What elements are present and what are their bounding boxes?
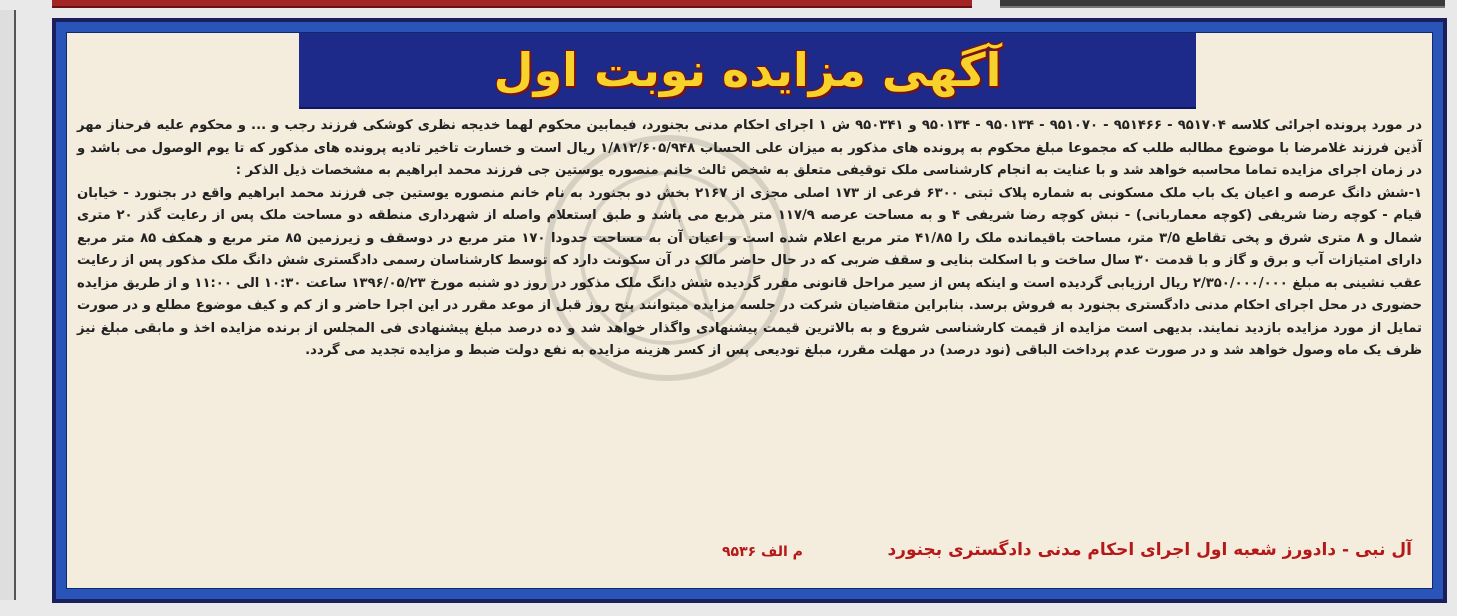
page-edge [0,10,16,600]
auction-ad-paper [66,32,1433,589]
ad-paragraph-intro: در مورد پرونده اجرائی کلاسه ۹۵۱۷۰۴ - ۹۵۱۴۶۶ - ۹۵۱۰۷۰ - ۹۵۰۱۳۴ - ۹۵۰۱۳۴ و ۹۵۰۳۴۱ ش ۱ اجرای احکام مدنی بجنورد، فیمابین محکوم لهما خدیجه نظری کوشکی فرزند رجب و ... و محکوم علیه فرحناز مهر آذین فرزند غلامرضا با موضوع مطالبه طلب که مجموعا مبلغ محکوم به پرونده های مذکور به میزان علی الحساب ۱/۸۱۲/۶۰۵/۹۴۸ ریال است و خسارت تاخیر تادیه پرونده های مذکور که تا یوم الوصول می باشد و در زمان اجرای مزایده تماما محاسبه خواهد شد و با عنایت به انجام کارشناسی ملک توقیفی متعلق به شخص ثالث خانم منصوره یوستین جی فرزند محمد ابراهیم به مشخصات ذیل الذکر : [77,118,1423,178]
ad-reference-number: م الف ۹۵۳۶ [722,544,803,560]
adjacent-ad-strip-dark [1000,0,1445,8]
ad-title: آگهی مزایده نوبت اول [493,43,1002,97]
ad-title-banner [299,33,1196,109]
auction-ad-frame [52,18,1447,603]
adjacent-ad-strip-red [52,0,972,8]
ad-paragraph-property: ۱-شش دانگ عرصه و اعیان یک باب ملک مسکونی به شماره پلاک ثبتی ۶۳۰۰ فرعی از ۱۷۳ اصلی مجزی از ۲۱۶۷ بخش دو بجنورد به نام خانم منصوره یوستین جی فرزند محمد ابراهیم واقع در بجنورد - خیابان قیام - کوچه رضا شریفی (کوچه معماربانی) - نبش کوچه رضا شریفی ۴ و به مساحت عرصه ۱۱۷/۹ متر مربع می باشد و طبق استعلام واصله از شهرداری منطقه دو مساحت ملک پس از رعایت گذر ۲۰ متری شمال و ۸ متری شرق و پخی تقاطع ۳/۵ متر، مساحت باقیمانده ملک را ۴۱/۸۵ متر مربع اعلام شده است و اعیان آن به مساحت حدودا ۱۷۰ متر مربع در دوسقف و زیرزمین ۸۵ متر مربع و همکف ۸۵ متر مربع دارای امتیازات آب و برق و گاز و با قدمت ۳۰ سال ساخت و با اسکلت بنایی و سقف ضربی که در حال حاضر مالک در آن سکونت دارد که توسط کارشناسان رسمی دادگستری شش دانگ ملک مذکور پس از رعایت عقب نشینی به مبلغ ۲/۳۵۰/۰۰۰/۰۰۰ ریال ارزیابی گردیده است و اینکه پس از سیر مراحل قانونی مقرر گردیده شش دانگ ملک مذکور در روز دو شنبه مورخ ۱۳۹۶/۰۵/۲۳ ساعت ۱۰:۳۰ الی ۱۱:۰۰ و از طریق مزایده حضوری در محل اجرای احکام مدنی دادگستری بجنورد به فروش برسد. بنابراین متقاضیان شرکت در جلسه مزایده میتوانند پنج روز قبل از موعد مقرر در این اجرا حاضر و از کم و کیف موضوع مطلع و در صورت تمایل از مورد مزایده بازدید نمایند. بدیهی است مزایده از قیمت کارشناسی شروع و به بالاترین قیمت پیشنهادی واگذار خواهد شد و ده درصد مبلغ پیشنهادی فی المجلس از برنده مزایده اخذ و مابقی مبلغ نیز ظرف یک ماه وصول خواهد شد و در صورت عدم پرداخت الباقی (نود درصد) در مهلت مقرر، مبلغ تودیعی پس از کسر هزینه مزایده به نفع دولت ضبط و مزایده تجدید می گردد. [77,185,1423,358]
ad-body [77,115,1422,363]
ad-signature: آل نبی - دادورز شعبه اول اجرای احکام مدنی دادگستری بجنورد [887,540,1412,560]
